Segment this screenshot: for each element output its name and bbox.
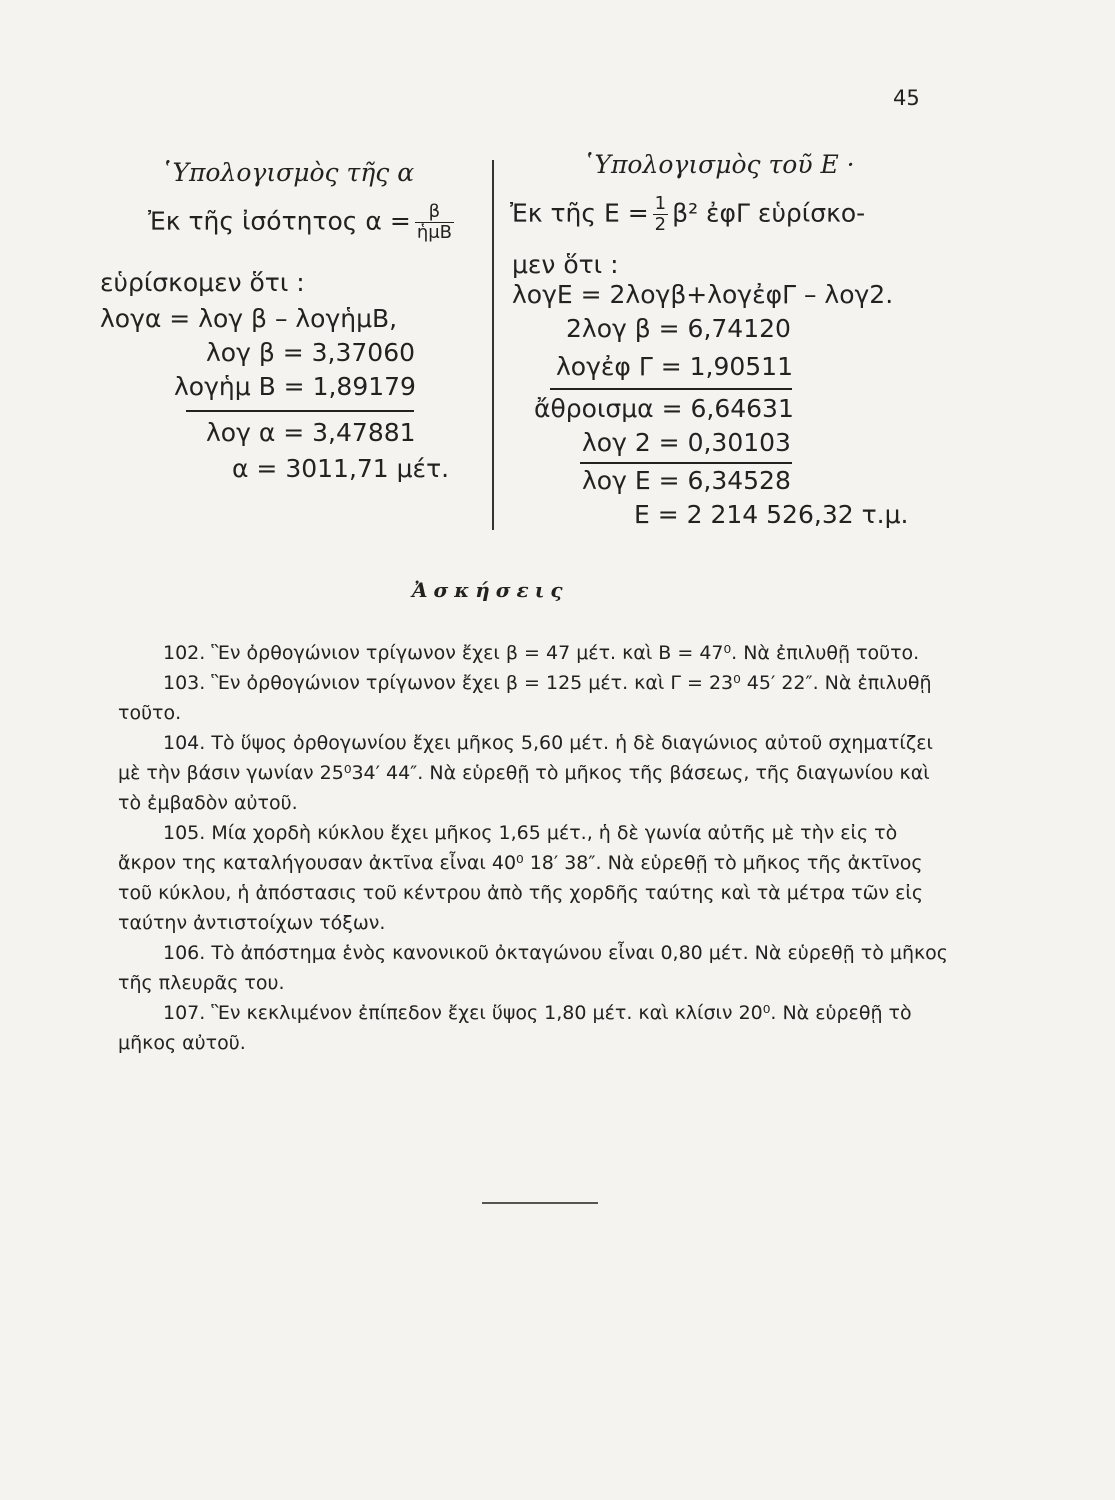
right-line1-prefix: Ἐκ τῆς Ε =: [510, 198, 649, 228]
right-line1: [510, 194, 865, 235]
right-line4: 2λογ β = 6,74120: [566, 314, 791, 343]
right-line1-suffix: β² ἐφΓ εὑρίσκο-: [672, 198, 866, 228]
left-frac-den: ἡμΒ: [416, 221, 453, 243]
right-frac-num: 1: [654, 193, 667, 214]
left-line5: λογἡμ Β = 1,89179: [174, 372, 416, 401]
exercise-102: 102. Ἓν ὀρθογώνιον τρίγωνον ἔχει β = 47 μέτ. καὶ Β = 47⁰. Νὰ ἐπιλυθῇ τοῦτο.: [163, 642, 920, 664]
left-heading: ῾Υπολογισμὸς τῆς α: [160, 158, 415, 187]
left-line7: α = 3011,71 μέτ.: [232, 454, 450, 483]
left-fraction: [415, 202, 454, 243]
left-line6: λογ α = 3,47881: [206, 418, 416, 447]
column-divider: [492, 160, 494, 530]
right-heading: ῾Υπολογισμὸς τοῦ Ε ·: [582, 150, 855, 179]
exercise-103: 103. Ἓν ὀρθογώνιον τρίγωνον ἔχει β = 125 μέτ. καὶ Γ = 23⁰ 45′ 22″. Νὰ ἐπιλυθῇ τοῦτο.: [118, 672, 932, 724]
page-number: 45: [893, 86, 920, 110]
left-frac-num: β: [428, 201, 441, 222]
right-line7: λογ 2 = 0,30103: [582, 428, 791, 457]
right-line9: Ε = 2 214 526,32 τ.μ.: [634, 500, 909, 529]
exercise-104: 104. Τὸ ὕψος ὀρθογωνίου ἔχει μῆκος 5,60 μέτ. ἡ δὲ διαγώνιος αὐτοῦ σχηματίζει μὲ τὴν βάσιν γωνίαν 25⁰34′ 44″. Νὰ εὑρεθῇ τὸ μῆκος τῆς βάσεως, τῆς διαγωνίου καὶ τὸ ἐμβαδὸν αὐτοῦ.: [118, 732, 933, 814]
end-rule: [482, 1202, 598, 1204]
right-frac-den: 2: [654, 213, 667, 235]
right-line2: μεν ὅτι :: [512, 250, 619, 279]
left-line1-text: Ἐκ τῆς ἰσότητος α =: [148, 206, 411, 236]
right-line8: λογ Ε = 6,34528: [582, 466, 791, 495]
right-line3: λογΕ = 2λογβ+λογἐφΓ – λογ2.: [512, 280, 894, 309]
left-line3: λογα = λογ β – λογἡμΒ,: [100, 304, 398, 333]
right-sum-rule-2: [580, 462, 792, 464]
exercise-106: 106. Τὸ ἀπόστημα ἑνὸς κανονικοῦ ὀκταγώνου εἶναι 0,80 μέτ. Νὰ εὑρεθῇ τὸ μῆκος τῆς πλευρᾶς του.: [118, 942, 948, 994]
left-sum-rule: [186, 410, 414, 412]
left-line4: λογ β = 3,37060: [206, 338, 416, 367]
right-line5: λογἐφ Γ = 1,90511: [556, 352, 793, 381]
exercises-title: Ἀσκήσεις: [412, 578, 569, 602]
right-sum-rule-1: [550, 388, 792, 390]
left-line1: [148, 202, 458, 243]
left-line2: εὑρίσκομεν ὅτι :: [100, 268, 305, 297]
right-line6: ἄθροισμα = 6,64631: [534, 394, 794, 423]
right-fraction: [653, 194, 668, 235]
exercise-105: 105. Μία χορδὴ κύκλου ἔχει μῆκος 1,65 μέτ., ἡ δὲ γωνία αὐτῆς μὲ τὴν εἰς τὸ ἄκρον της καταλήγουσαν ἀκτῖνα εἶναι 40⁰ 18′ 38″. Νὰ εὑρεθῇ τὸ μῆκος τῆς ἀκτῖνος τοῦ κύκλου, ἡ ἀπόστασις τοῦ κέντρου ἀπὸ τῆς χορδῆς ταύτης καὶ τὰ μέτρα τῶν εἰς ταύτην ἀντιστοίχων τόξων.: [118, 822, 924, 934]
exercises-list: [118, 638, 948, 1058]
exercise-107: 107. Ἓν κεκλιμένον ἐπίπεδον ἔχει ὕψος 1,80 μέτ. καὶ κλίσιν 20⁰. Νὰ εὑρεθῇ τὸ μῆκος αὐτοῦ.: [118, 1002, 912, 1054]
